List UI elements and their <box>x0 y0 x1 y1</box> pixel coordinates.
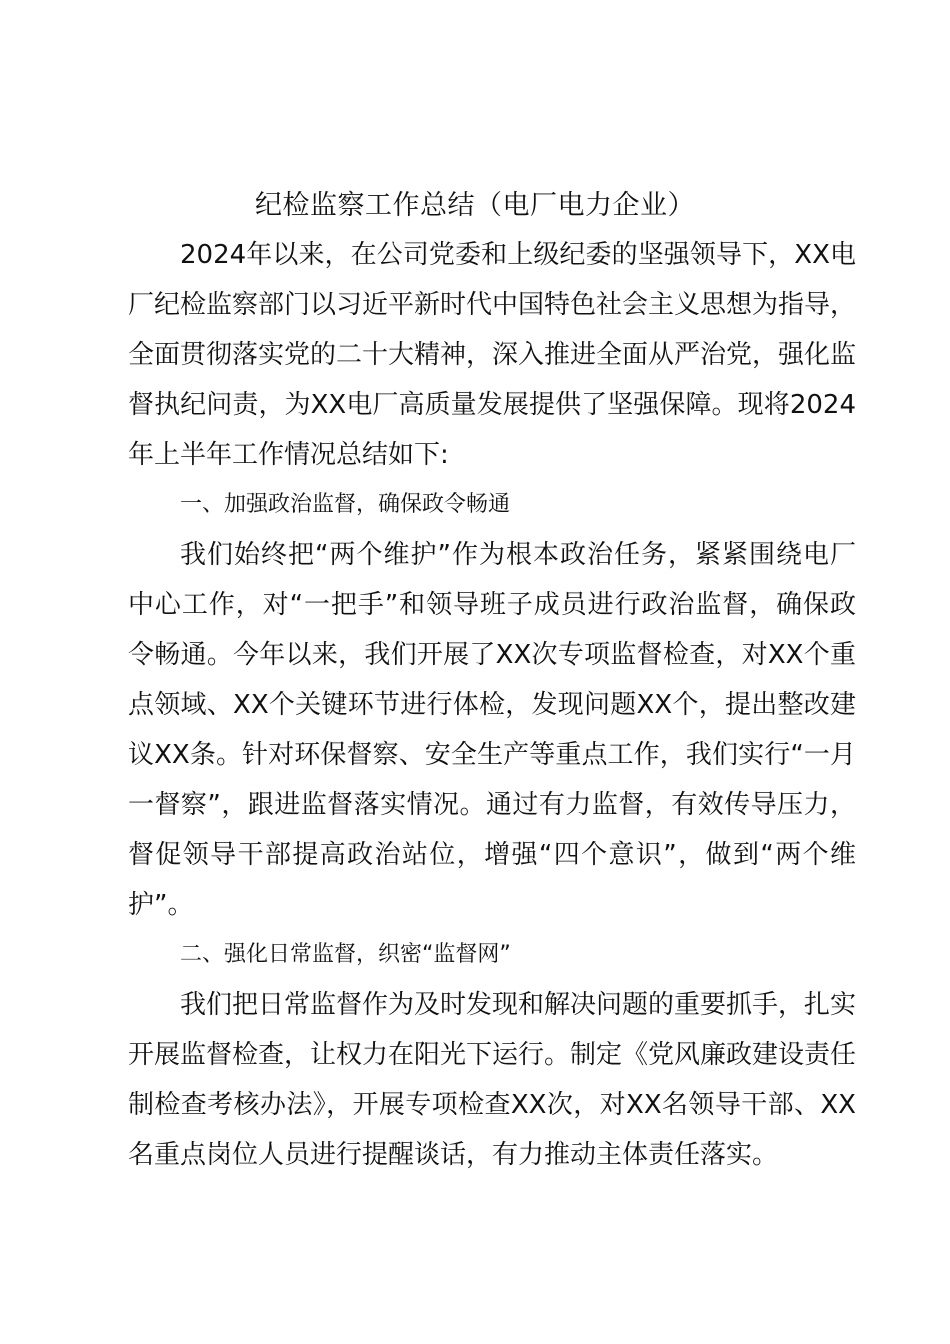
document-title: 纪检监察工作总结（电厂电力企业） <box>255 190 695 221</box>
section-body-2: 我们把日常监督作为及时发现和解决问题的重要抓手，扎实开展监督检查，让权力在阳光下运行。制定《党风廉政建设责任制检查考核办法》，开展专项检查XX次，对XX名领导干部、XX名重点岗位人员进行提醒谈话，有力推动主体责任落实。 <box>128 990 857 1170</box>
section-heading-2: 二、强化日常监督，织密“监督网” <box>180 942 511 967</box>
document-body <box>128 230 856 1180</box>
section-body-1: 我们始终把“两个维护”作为根本政治任务，紧紧围绕电厂中心工作，对“一把手”和领导班子成员进行政治监督，确保政令畅通。今年以来，我们开展了XX次专项监督检查，对XX个重点领域、XX个关键环节进行体检，发现问题XX个，提出整改建议XX条。针对环保督察、安全生产等重点工作，我们实行“一月一督察”，跟进监督落实情况。通过有力监督，有效传导压力，督促领导干部提高政治站位，增强“四个意识”，做到“两个维护”。 <box>128 540 856 920</box>
section-heading-1: 一、加强政治监督，确保政令畅通 <box>180 492 511 517</box>
intro-paragraph: 2024年以来，在公司党委和上级纪委的坚强领导下，XX电厂纪检监察部门以习近平新时代中国特色社会主义思想为指导，全面贯彻落实党的二十大精神，深入推进全面从严治党，强化监督执纪问责，为XX电厂高质量发展提供了坚强保障。现将2024年上半年工作情况总结如下: <box>128 240 857 470</box>
